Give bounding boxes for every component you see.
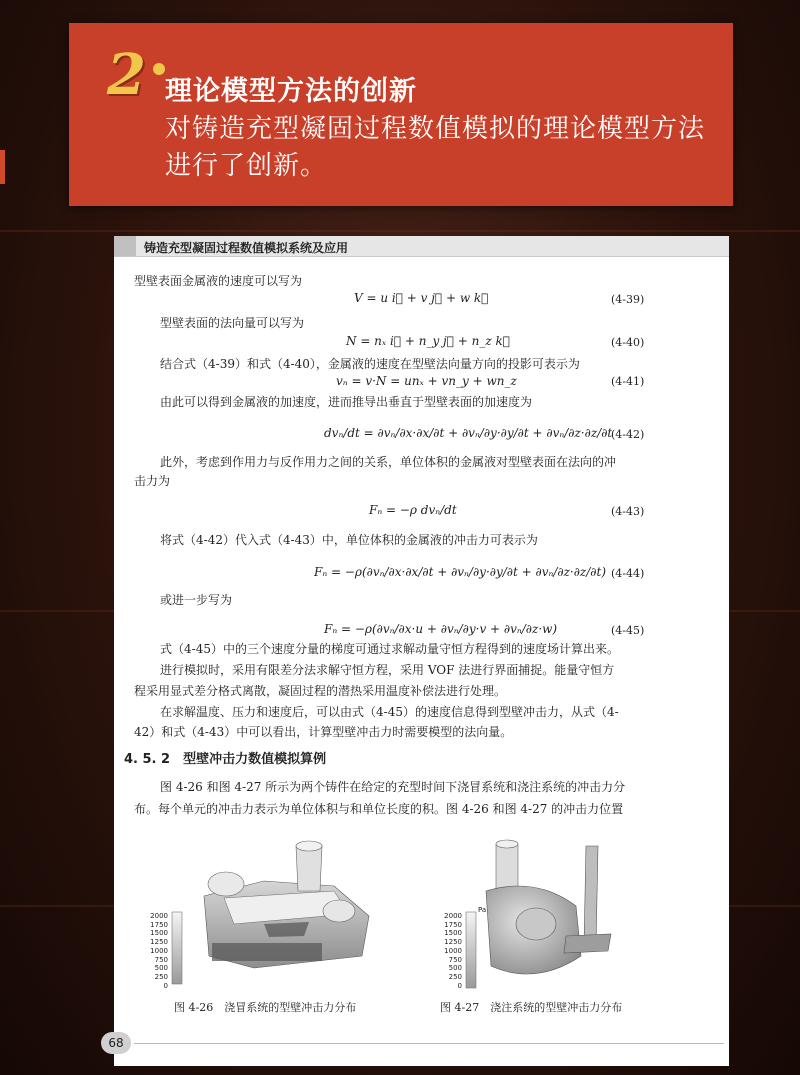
body-line: 此外，考虑到作用力与反作用力之间的关系，单位体积的金属液对型壁表面在法向的冲 <box>160 455 617 469</box>
equation-number: (4-39) <box>611 293 645 306</box>
equation: dvₙ/dt = ∂vₙ/∂x·∂x/∂t + ∂vₙ/∂y·∂y/∂t + ∂vₙ/∂z·∂z/∂t <box>324 426 613 440</box>
scale-label: 1250 <box>444 938 462 947</box>
scale-label: 2000 <box>150 912 168 920</box>
scale-labels <box>146 912 168 990</box>
scale-label: 1750 <box>150 920 168 929</box>
section-heading: 4. 5. 2 型壁冲击力数值模拟算例 <box>124 752 327 767</box>
book-page <box>108 236 729 1066</box>
figure-4-27 <box>436 836 636 991</box>
running-head-tab <box>114 236 136 256</box>
scale-label: 250 <box>154 972 168 981</box>
body-line: 结合式（4-39）和式（4-40），金属液的速度在型壁法向量方向的投影可表示为 <box>160 357 580 371</box>
equation: V = u i⃗ + v j⃗ + w k⃗ <box>354 291 489 305</box>
body-line: 型壁表面金属液的速度可以写为 <box>134 274 303 288</box>
equation: Fₙ = −ρ(∂vₙ/∂x·u + ∂vₙ/∂y·v + ∂vₙ/∂z·w) <box>324 622 558 636</box>
scale-label: 1250 <box>150 938 168 947</box>
scale-label: 1000 <box>150 946 168 955</box>
scale-label: 750 <box>154 955 168 964</box>
page-number: 68 <box>101 1032 131 1054</box>
equation-number: (4-44) <box>611 567 645 580</box>
scale-unit: Pa <box>478 906 487 914</box>
scale-label: 2000 <box>444 912 462 920</box>
scale-label: 0 <box>163 981 168 990</box>
wood-texture <box>0 230 800 232</box>
casting-render-4-27 <box>436 836 636 991</box>
banner-number: 2 <box>107 42 146 108</box>
figure-caption: 图 4-26 浇冒系统的型壁冲击力分布 <box>174 1001 357 1014</box>
equation-number: (4-45) <box>611 624 645 637</box>
feature-banner <box>69 23 733 206</box>
equation-number: (4-43) <box>611 505 645 518</box>
casting-render-4-26 <box>134 836 404 986</box>
body-line: 进行模拟时，采用有限差分法求解守恒方程，采用 VOF 法进行界面捕捉。能量守恒方 <box>160 663 615 677</box>
scale-label: 250 <box>448 972 462 981</box>
footer-rule <box>134 1043 724 1044</box>
body-line: 式（4-45）中的三个速度分量的梯度可通过求解动量守恒方程得到的速度场计算出来。 <box>160 642 619 656</box>
body-line: 将式（4-42）代入式（4-43）中，单位体积的金属液的冲击力可表示为 <box>160 533 538 547</box>
running-head-title: 铸造充型凝固过程数值模拟系统及应用 <box>144 241 349 255</box>
scale-label: 1500 <box>150 929 168 938</box>
body-line: 在求解温度、压力和速度后，可以由式（4-45）的速度信息得到型壁冲击力，从式（4- <box>160 705 619 719</box>
body-line: 程采用显式差分格式离散，凝固过程的潜热采用温度补偿法进行处理。 <box>134 684 507 698</box>
figure-caption: 图 4-27 浇注系统的型壁冲击力分布 <box>440 1001 623 1014</box>
scale-label: 1000 <box>444 946 462 955</box>
equation-number: (4-40) <box>611 336 645 349</box>
equation: Fₙ = −ρ dvₙ/dt <box>369 503 457 517</box>
body-line: 布。每个单元的冲击力表示为单位体积与和单位长度的积。图 4-26 和图 4-27 的冲击力位置 <box>134 802 624 816</box>
equation-number: (4-41) <box>611 375 645 388</box>
scale-label: 1750 <box>444 920 462 929</box>
scale-label: 0 <box>457 981 462 990</box>
equation: vₙ = v·N = unₓ + vn_y + wn_z <box>336 374 517 388</box>
scale-label: 500 <box>154 964 168 973</box>
equation: Fₙ = −ρ(∂vₙ/∂x·∂x/∂t + ∂vₙ/∂y·∂y/∂t + ∂vₙ/∂z·∂z/∂t) <box>314 565 607 579</box>
scale-labels <box>440 912 462 990</box>
edge-marker <box>0 150 5 184</box>
body-line: 图 4-26 和图 4-27 所示为两个铸件在给定的充型时间下浇冒系统和浇注系统的冲击力分 <box>160 780 626 794</box>
running-head <box>114 236 729 257</box>
scale-label: 750 <box>448 955 462 964</box>
body-line: 或进一步写为 <box>160 593 233 607</box>
body-line: 由此可以得到金属液的加速度，进而推导出垂直于型壁表面的加速度为 <box>160 395 533 409</box>
banner-subtitle: 对铸造充型凝固过程数值模拟的理论模型方法进行了创新。 <box>165 114 706 181</box>
equation: N = nₓ i⃗ + n_y j⃗ + n_z k⃗ <box>346 334 510 348</box>
body-line: 型壁表面的法向量可以写为 <box>160 316 305 330</box>
body-line: 击力为 <box>134 474 171 488</box>
equation-number: (4-42) <box>611 428 645 441</box>
banner-number-dot <box>153 63 165 75</box>
figure-4-26 <box>134 836 404 990</box>
scale-label: 500 <box>448 964 462 973</box>
banner-title: 理论模型方法的创新 <box>165 76 417 107</box>
body-line: 42）和式（4-43）中可以看出，计算型壁冲击力时需要模型的法向量。 <box>134 725 513 739</box>
scale-label: 1500 <box>444 929 462 938</box>
